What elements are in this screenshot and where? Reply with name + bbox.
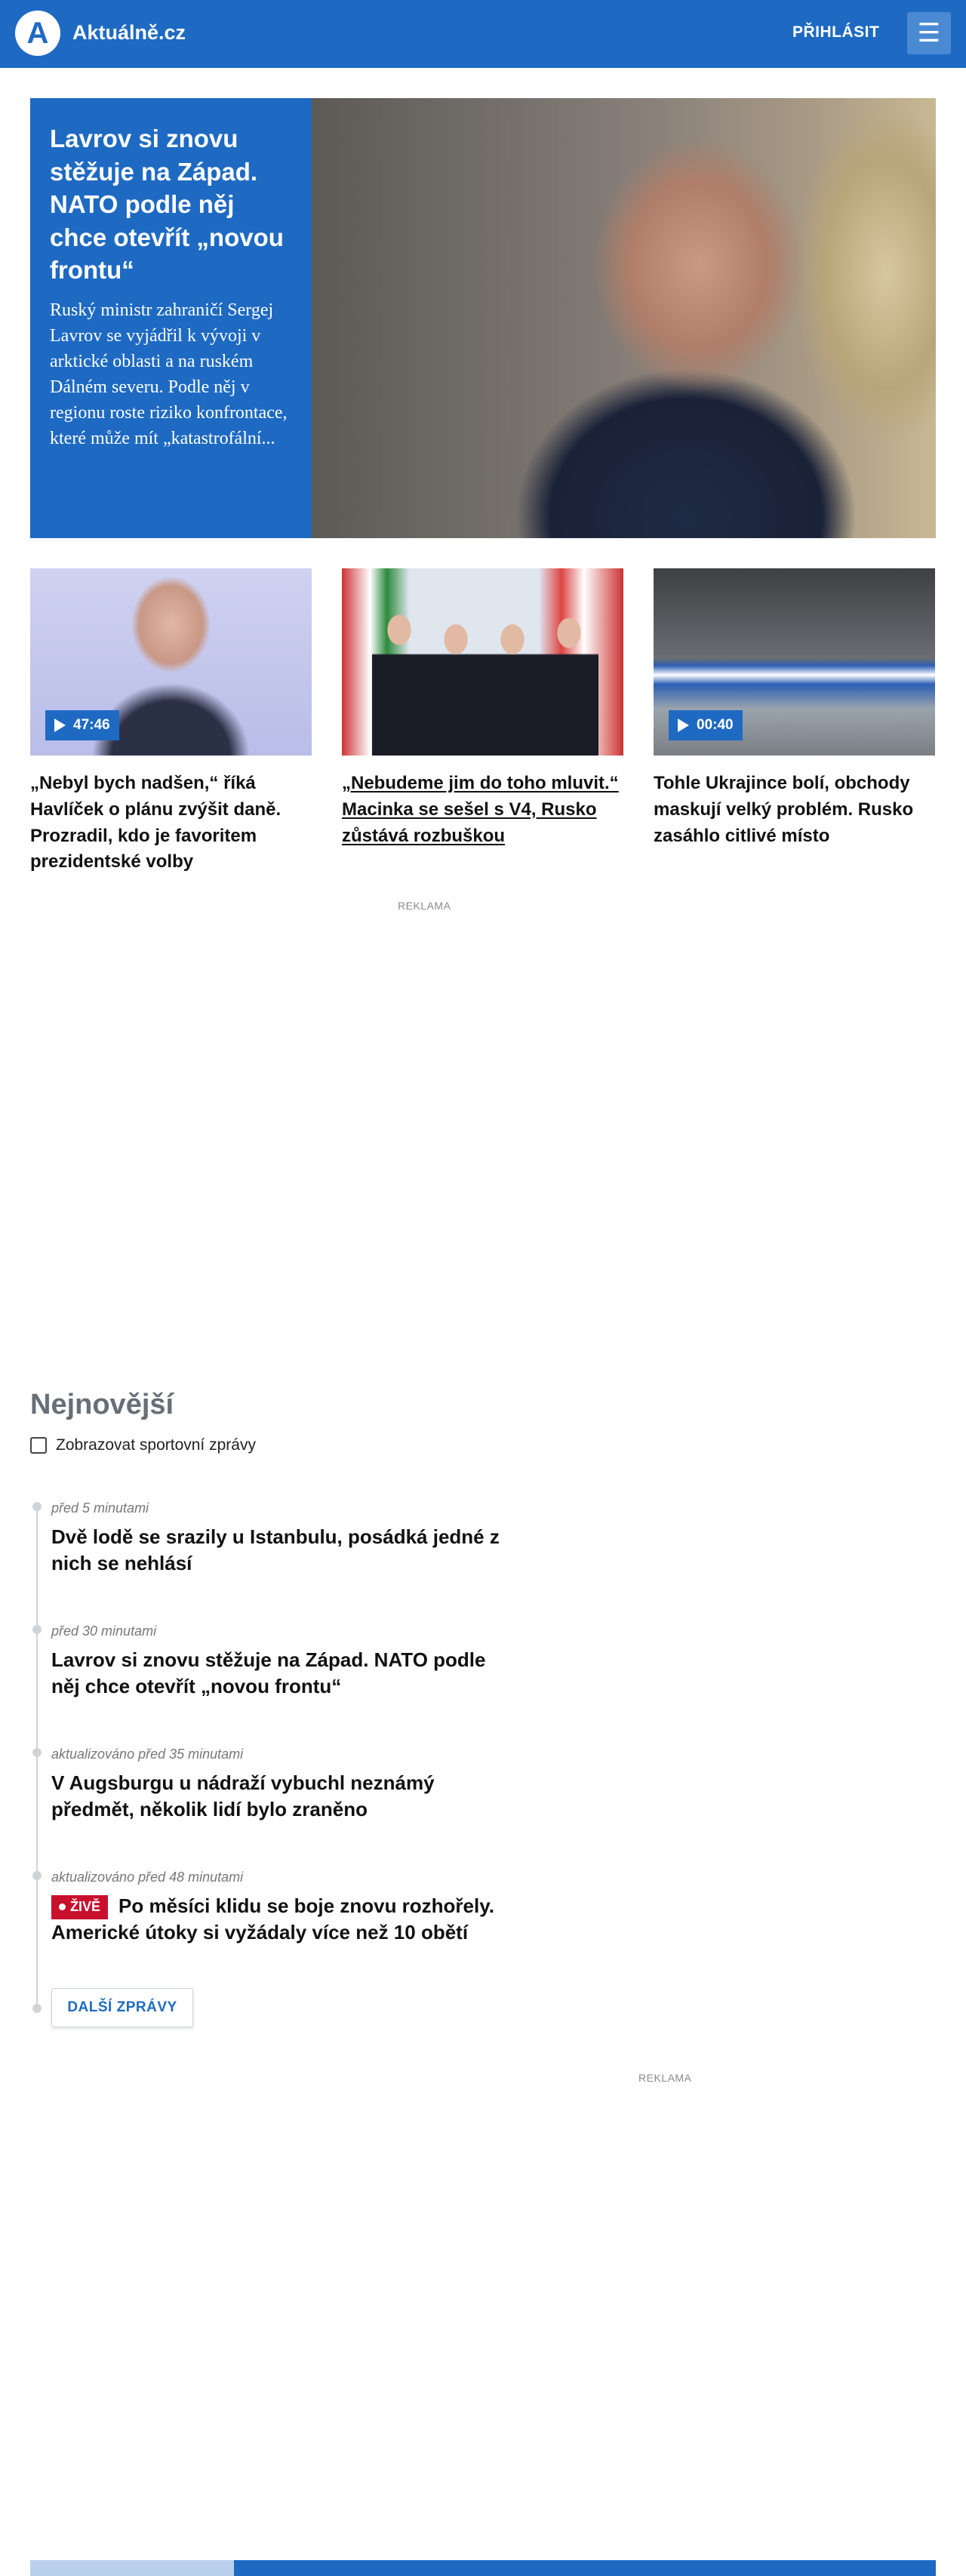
article-card-image[interactable] (342, 568, 623, 756)
sport-filter-checkbox[interactable] (30, 1437, 47, 1454)
news-time: před 30 minutami (51, 1623, 157, 1639)
site-name[interactable]: Aktuálně.cz (72, 21, 186, 44)
section-title-latest: Nejnovější (30, 1389, 174, 1420)
article-card-photo (372, 599, 598, 756)
article-card[interactable] (30, 568, 312, 876)
news-title[interactable]: V Augsburgu u nádraží vybuchl neznámý předmět, několik lidí bylo zraněno (51, 1771, 435, 1821)
video-duration-badge (669, 710, 743, 740)
article-card-image[interactable] (30, 568, 312, 756)
video-duration: 47:46 (73, 717, 110, 733)
live-dot-icon (59, 1904, 66, 1910)
bottom-section-bar (30, 2560, 936, 2576)
play-icon (54, 719, 66, 732)
timeline-dot (32, 2004, 42, 2013)
top-bar (0, 0, 966, 68)
news-time: aktualizováno před 35 minutami (51, 1747, 244, 1762)
login-button[interactable]: PŘIHLÁSIT (792, 23, 880, 41)
news-item[interactable] (51, 1870, 504, 1946)
news-item[interactable] (51, 1623, 504, 1700)
article-card[interactable] (342, 568, 623, 849)
news-title[interactable]: Dvě lodě se srazily u Istanbulu, posádká jedné z nich se nehlásí (51, 1525, 500, 1575)
news-time: před 5 minutami (51, 1500, 149, 1516)
hero-image[interactable] (312, 98, 936, 538)
sport-filter-label[interactable]: Zobrazovat sportovní zprávy (56, 1436, 256, 1454)
news-title[interactable]: Lavrov si znovu stěžuje na Západ. NATO podle něj chce otevřít „novou frontu“ (51, 1648, 486, 1698)
news-title[interactable] (51, 1893, 504, 1946)
news-time: aktualizováno před 48 minutami (51, 1870, 244, 1885)
hamburger-icon: ☰ (917, 19, 941, 48)
article-card-title[interactable]: „Nebudeme jim do toho mluvit.“ Macinka se sešel s V4, Rusko zůstává rozbuškou (342, 773, 619, 846)
ad-label: REKLAMA (638, 2072, 692, 2084)
article-card-image[interactable] (654, 568, 935, 756)
article-card-title[interactable]: „Nebyl bych nadšen,“ říká Havlíček o plánu zvýšit daně. Prozradil, kdo je favoritem prezidentské volby (30, 773, 281, 873)
hero-article[interactable] (30, 98, 936, 538)
hero-title[interactable]: Lavrov si znovu stěžuje na Západ. NATO podle něj chce otevřít „novou frontu“ (50, 125, 284, 285)
site-logo-icon[interactable] (15, 11, 60, 56)
live-badge (51, 1895, 108, 1919)
video-duration-badge (45, 710, 119, 740)
video-duration: 00:40 (697, 717, 734, 733)
timeline-dot (32, 1748, 42, 1757)
play-icon (678, 719, 689, 732)
logo-letter: A (26, 17, 49, 50)
bottom-bar-segment (30, 2560, 234, 2576)
hero-perex: Ruský ministr zahraničí Sergej Lavrov se vyjádřil k vývoji v arktické oblasti a na ruském Dálném severu. Podle něj v regionu roste riziko konfrontace, které může mít „katastrofální... (50, 300, 288, 449)
article-card-title[interactable]: Tohle Ukrajince bolí, obchody maskují velký problém. Rusko zasáhlo citlivé místo (654, 773, 914, 846)
timeline-dot (32, 1871, 42, 1880)
more-news-button[interactable]: DALŠÍ ZPRÁVY (51, 1988, 193, 2027)
news-title-text[interactable]: Po měsíci klidu se boje znovu rozhořely. Americké útoky si vyžádaly více než 10 obětí (51, 1894, 494, 1944)
article-card[interactable] (654, 568, 935, 849)
timeline-dot (32, 1625, 42, 1634)
news-item[interactable] (51, 1500, 504, 1577)
ad-label: REKLAMA (398, 900, 451, 912)
timeline-dot (32, 1502, 42, 1511)
hero-text (30, 98, 312, 538)
sport-filter[interactable] (30, 1436, 256, 1454)
news-item[interactable] (51, 1747, 504, 1823)
live-label: ŽIVĚ (70, 1899, 101, 1915)
menu-button[interactable] (907, 12, 951, 54)
